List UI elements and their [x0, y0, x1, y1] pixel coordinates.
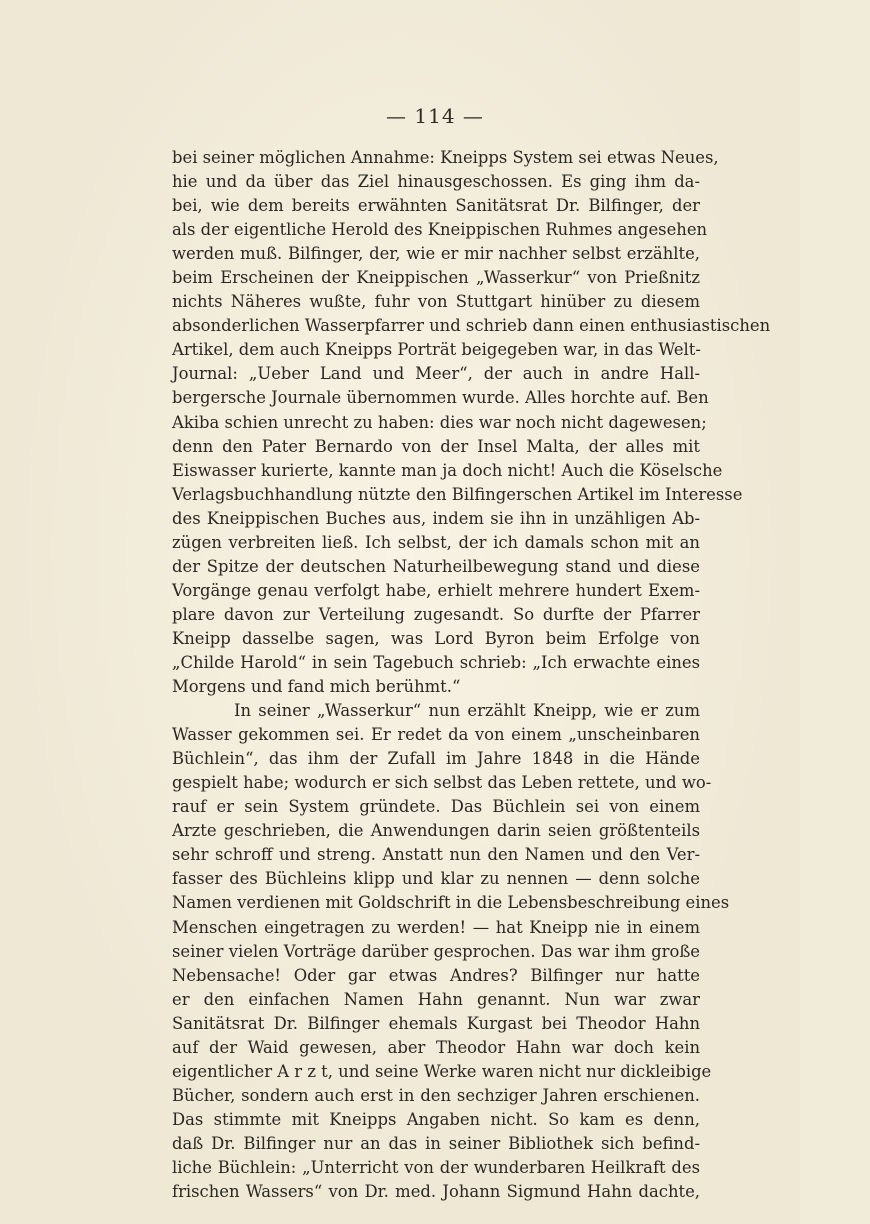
text-line: zügen verbreiten ließ. Ich selbst, der ich damals schon mit an — [172, 532, 700, 552]
text-line: liche Büchlein: „Unterricht von der wunderbaren Heilkraft des — [172, 1157, 700, 1177]
text-line: frischen Wassers“ von Dr. med. Johann Sigmund Hahn dachte, — [172, 1182, 700, 1202]
text-line: absonderlichen Wasserpfarrer und schrieb dann einen enthusiastischen — [172, 316, 771, 336]
text-line: Namen verdienen mit Goldschrift in die Lebensbeschreibung eines — [172, 893, 730, 913]
text-line: Nebensache! Oder gar etwas Andres? Bilfinger nur hatte — [172, 965, 700, 985]
text-line: seiner vielen Vorträge darüber gesprochen. Das war ihm große — [172, 941, 700, 961]
text-line: bei seiner möglichen Annahme: Kneipps System sei etwas Neues, — [172, 148, 719, 167]
text-line: Akiba schien unrecht zu haben: dies war noch nicht dagewesen; — [172, 412, 707, 432]
text-line: gespielt habe; wodurch er sich selbst das Leben rettete, und wo- — [172, 773, 712, 793]
text-line: Wasser gekommen sei. Er redet da von einem „unscheinbaren — [172, 725, 700, 745]
text-line: hie und da über das Ziel hinausgeschossen. Es ging ihm da- — [172, 172, 700, 192]
text-line: Arzte geschrieben, die Anwendungen darin seien größtenteils — [172, 821, 700, 841]
text-line: denn den Pater Bernardo von der Insel Malta, der alles mit — [172, 436, 700, 456]
text-line: Eiswasser kurierte, kannte man ja doch nicht! Auch die Köselsche — [172, 460, 723, 480]
paragraph-end-line: Morgens und fand mich berühmt.“ — [172, 677, 461, 697]
body-text — [172, 146, 771, 1204]
text-line: fasser des Büchleins klipp und klar zu nennen — denn solche — [172, 869, 700, 889]
text-line: werden muß. Bilfinger, der, wie er mir nachher selbst erzählte, — [172, 244, 700, 264]
text-line: Verlagsbuchhandlung nützte den Bilfingerschen Artikel im Interesse — [172, 484, 743, 504]
text-line: Artikel, dem auch Kneipps Porträt beigegeben war, in das Welt- — [172, 340, 701, 360]
text-line: auf der Waid gewesen, aber Theodor Hahn war doch kein — [172, 1037, 700, 1057]
paragraph-start-line: In seiner „Wasserkur“ nun erzählt Kneipp, wie er zum — [234, 701, 700, 721]
text-line: daß Dr. Bilfinger nur an das in seiner Bibliothek sich befind- — [172, 1133, 700, 1153]
text-line: plare davon zur Verteilung zugesandt. So durfte der Pfarrer — [172, 604, 700, 624]
text-line: „Childe Harold“ in sein Tagebuch schrieb: „Ich erwachte eines — [172, 652, 700, 672]
text-line: Journal: „Ueber Land und Meer“, der auch in andre Hall- — [172, 364, 700, 384]
text-line: beim Erscheinen der Kneippischen „Wasserkur“ von Prießnitz — [172, 268, 700, 288]
text-line: Kneipp dasselbe sagen, was Lord Byron beim Erfolge von — [172, 628, 700, 648]
text-line: des Kneippischen Buches aus, indem sie ihn in unzähligen Ab- — [172, 508, 700, 528]
page-number: — 114 — — [386, 104, 484, 128]
text-line: Büchlein“, das ihm der Zufall im Jahre 1848 in die Hände — [172, 749, 700, 769]
text-line: rauf er sein System gründete. Das Büchlein sei von einem — [172, 797, 700, 817]
text-line: er den einfachen Namen Hahn genannt. Nun war zwar — [172, 989, 700, 1009]
text-line: Das stimmte mit Kneipps Angaben nicht. So kam es denn, — [172, 1109, 700, 1129]
text-line: Menschen eingetragen zu werden! — hat Kneipp nie in einem — [172, 917, 700, 937]
text-line: der Spitze der deutschen Naturheilbewegung stand und diese — [172, 556, 700, 576]
text-line: Sanitätsrat Dr. Bilfinger ehemals Kurgast bei Theodor Hahn — [172, 1013, 700, 1033]
text-line: als der eigentliche Herold des Kneippischen Ruhmes angesehen — [172, 220, 708, 240]
text-line: Vorgänge genau verfolgt habe, erhielt mehrere hundert Exem- — [172, 580, 700, 600]
text-line: bei, wie dem bereits erwähnten Sanitätsrat Dr. Bilfinger, der — [172, 196, 700, 216]
text-line: Bücher, sondern auch erst in den sechziger Jahren erschienen. — [172, 1085, 700, 1105]
text-line: sehr schroff und streng. Anstatt nun den Namen und den Ver- — [172, 845, 700, 865]
text-line: bergersche Journale übernommen wurde. Alles horchte auf. Ben — [172, 388, 709, 408]
text-line: nichts Näheres wußte, fuhr von Stuttgart hinüber zu diesem — [172, 292, 700, 312]
text-line: eigentlicher A r z t, und seine Werke waren nicht nur dickleibige — [172, 1061, 712, 1081]
